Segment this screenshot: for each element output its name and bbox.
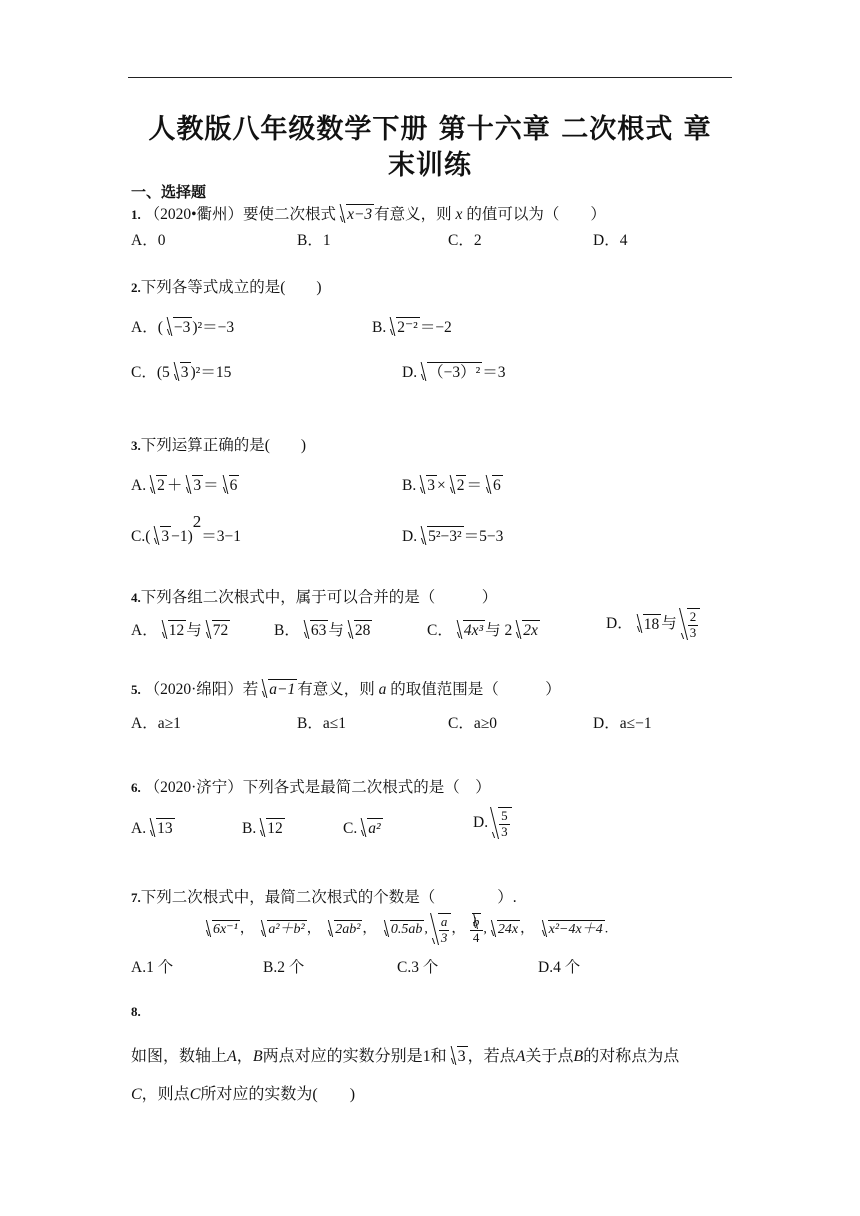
q3-option-b: B. 3 × 2 ＝ 6 — [402, 477, 501, 494]
q4-option-d: D． 18 与 $\frac{2}{3}$ — [606, 608, 700, 641]
q5-option-d: D．a≤−1 — [593, 715, 652, 732]
question-5: 5. （2020·绵阳）若 a−1 有意义，则 a 的取值范围是（ ） — [131, 681, 561, 698]
q3-option-d: D. 5²−3² ＝5−3 — [402, 528, 504, 545]
q2-option-b: B. 2⁻² ＝−2 — [372, 319, 452, 336]
q7-option-a: A.1 个 — [131, 959, 174, 976]
q2-option-d: D. （−3）² ＝3 — [402, 364, 506, 381]
q6-option-c: C. a² — [343, 820, 381, 837]
section-heading: 一、选择题 — [131, 183, 207, 201]
page-title-line1: 人教版八年级数学下册 第十六章 二次根式 章 — [148, 114, 712, 145]
question-8-number: 8. — [131, 1004, 141, 1019]
q3-option-a: A. 2 ＋ 3 ＝ 6 — [131, 477, 238, 494]
q6-option-b: B. 12 — [242, 820, 283, 837]
question-6: 6. （2020·济宁）下列各式是最简二次根式的是（ ） — [131, 779, 491, 796]
q4-option-b: B． 63 与 28 — [274, 622, 371, 639]
q5-option-b: B．a≤1 — [297, 715, 346, 732]
q6-option-a: A. 13 — [131, 820, 173, 837]
q5-option-c: C．a≥0 — [448, 715, 497, 732]
q1-option-b: B．1 — [297, 232, 331, 249]
question-4: 4.下列各组二次根式中，属于可以合并的是（ ） — [131, 589, 498, 606]
q1-option-c: C．2 — [448, 232, 482, 249]
q1-option-a: A．0 — [131, 232, 166, 249]
q7-option-c: C.3 个 — [397, 959, 439, 976]
q7-expressions: 6x⁻¹ ， a²＋b² ， 2ab² ， 0.5ab , $\frac{a}{3}$ ， $\frac{b}{4}$ , 24x ， x²−4x＋4 . — [202, 913, 608, 946]
q4-option-c: C． 4x³ 与 2 2x — [427, 622, 538, 639]
question-2: 2.下列各等式成立的是( ) — [131, 279, 322, 296]
q2-option-c: C．(5 3 )²＝15 — [131, 364, 232, 381]
q2-option-a: A．( −3 )²＝−3 — [131, 319, 235, 336]
header-rule — [128, 77, 732, 78]
question-number: 1. — [131, 207, 141, 222]
q7-option-d: D.4 个 — [538, 959, 581, 976]
radical: x−3 — [337, 204, 374, 224]
question-1: 1. （2020•衢州）要使二次根式 x−3 有意义，则 x 的值可以为（ ） — [131, 206, 606, 223]
q6-option-d: D. $\frac{5}{3}$ — [473, 807, 512, 840]
q3-option-c: C.( 3 −1)2＝3−1 — [131, 512, 242, 545]
q7-option-b: B.2 个 — [263, 959, 305, 976]
question-7: 7.下列二次根式中，最简二次根式的个数是（ ）. — [131, 889, 517, 906]
q1-option-d: D．4 — [593, 232, 628, 249]
q4-option-a: A． 12 与 72 — [131, 622, 229, 639]
page-title-line2: 末训练 — [388, 150, 472, 181]
question-8-line2: C，则点C所对应的实数为( ) — [131, 1086, 356, 1103]
question-8-line1: 如图，数轴上A，B两点对应的实数分别是1和 3 ，若点A关于点B的对称点为点 — [131, 1048, 680, 1065]
question-3: 3.下列运算正确的是( ) — [131, 437, 307, 454]
q5-option-a: A．a≥1 — [131, 715, 181, 732]
